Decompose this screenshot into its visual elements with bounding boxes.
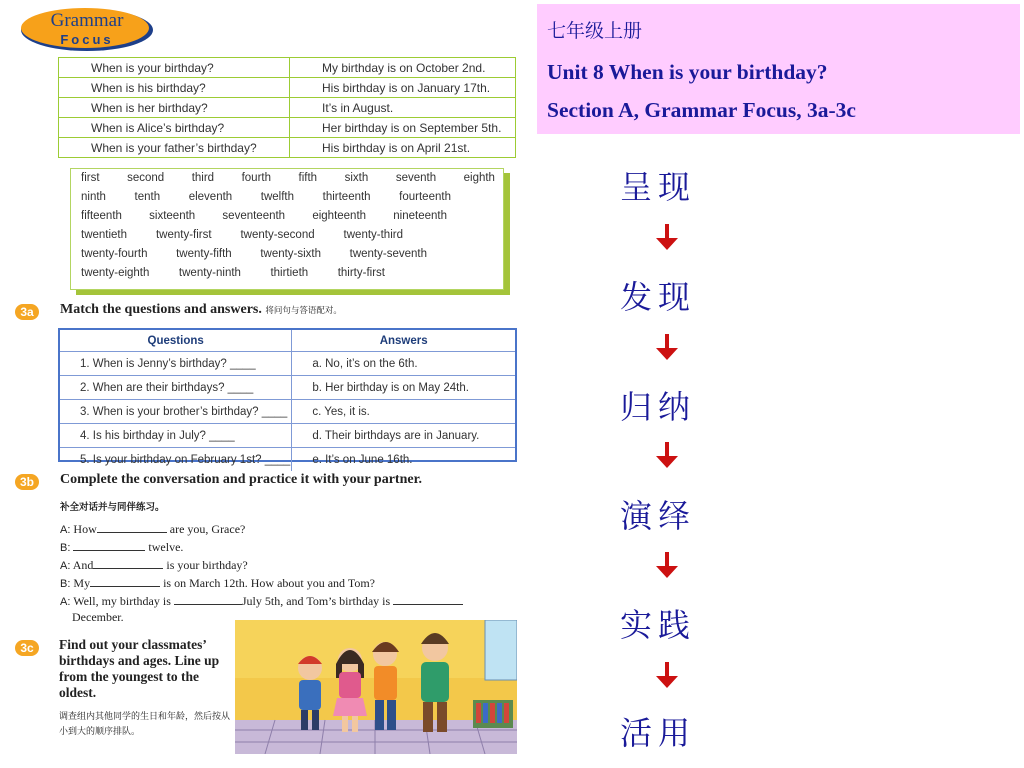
table-row bbox=[60, 424, 515, 448]
match-answer: d. Their birthdays are in January. bbox=[292, 424, 515, 448]
answer-blank[interactable] bbox=[90, 575, 160, 587]
speaker-label: A: bbox=[60, 596, 71, 608]
ordinal-row bbox=[81, 229, 403, 247]
conversation-line bbox=[60, 557, 248, 573]
ordinal-word: second bbox=[127, 172, 165, 184]
step-present: 呈现 bbox=[620, 168, 697, 206]
grammar-table bbox=[58, 57, 516, 158]
badge-line1: Grammar bbox=[50, 10, 124, 31]
line-text: And bbox=[72, 558, 94, 572]
unit-title: Unit 8 When is your birthday? bbox=[547, 60, 828, 84]
conversation-line bbox=[60, 593, 463, 609]
ordinal-row bbox=[81, 210, 447, 228]
ordinal-word: eleventh bbox=[188, 191, 233, 203]
down-arrow-icon bbox=[652, 660, 682, 690]
step-apply: 活用 bbox=[620, 714, 697, 752]
conversation-line bbox=[60, 575, 375, 591]
ordinal-word: twenty-ninth bbox=[178, 267, 241, 279]
section-3a-title-en: Match the questions and answers. bbox=[60, 302, 262, 317]
conversation-line bbox=[60, 521, 245, 537]
match-answer: e. It’s on June 16th. bbox=[292, 448, 515, 472]
answers-header: Answers bbox=[292, 330, 515, 352]
grammar-answer: Her birthday is on September 5th. bbox=[290, 118, 516, 138]
section-badge-3b: 3b bbox=[15, 474, 39, 490]
table-row bbox=[60, 448, 515, 472]
ordinal-word: fourteenth bbox=[399, 191, 451, 203]
match-answer: c. Yes, it is. bbox=[292, 400, 515, 424]
classroom-illustration bbox=[235, 620, 517, 754]
answer-blank[interactable] bbox=[97, 521, 167, 533]
step-practice: 实践 bbox=[620, 606, 697, 644]
down-arrow-icon bbox=[652, 440, 682, 470]
ordinal-word: ninth bbox=[81, 191, 106, 203]
step-summarize: 归纳 bbox=[620, 388, 697, 426]
ordinal-word: twenty-third bbox=[343, 229, 403, 241]
ordinal-word: twenty-fourth bbox=[81, 248, 148, 260]
step-discover: 发现 bbox=[620, 278, 697, 316]
section-3b-title-cn: 补全对话并与同伴练习。 bbox=[60, 502, 165, 513]
table-row bbox=[59, 138, 516, 158]
grammar-question: When is Alice’s birthday? bbox=[59, 118, 290, 138]
match-table bbox=[58, 328, 517, 466]
ordinal-word: tenth bbox=[134, 191, 161, 203]
grammar-answer: His birthday is on January 17th. bbox=[290, 78, 516, 98]
match-question: 2. When are their birthdays? ____ bbox=[60, 376, 292, 400]
ordinal-word: first bbox=[81, 172, 100, 184]
match-answer: a. No, it’s on the 6th. bbox=[292, 352, 515, 376]
ordinal-row bbox=[81, 248, 427, 266]
ordinal-word: twenty-sixth bbox=[260, 248, 322, 260]
match-question: 5. Is your birthday on February 1st? ____ bbox=[60, 448, 292, 472]
table-row bbox=[60, 352, 515, 376]
ordinal-word: sixteenth bbox=[149, 210, 196, 222]
ordinal-word: fifth bbox=[298, 172, 318, 184]
section-3c-title: Find out your classmates’ birthdays and ages. Line up from the youngest to the oldest. bbox=[59, 637, 220, 700]
down-arrow-icon bbox=[652, 222, 682, 252]
grade-title: 七年级上册 bbox=[547, 20, 643, 42]
line-text: twelve. bbox=[148, 540, 184, 554]
speaker-label: B: bbox=[60, 578, 71, 590]
grammar-question: When is your birthday? bbox=[59, 58, 290, 78]
line-text: are you, Grace? bbox=[169, 522, 246, 536]
section-3a-title-cn: 将问句与答语配对。 bbox=[265, 306, 342, 316]
ordinal-word: fifteenth bbox=[81, 210, 122, 222]
table-header-row bbox=[60, 330, 515, 352]
table-row bbox=[59, 78, 516, 98]
line-text: July 5th, and Tom’s birthday is bbox=[241, 594, 391, 608]
conversation-last-line: December. bbox=[72, 610, 124, 624]
ordinal-word: twenty-second bbox=[240, 229, 315, 241]
ordinal-word: fourth bbox=[241, 172, 272, 184]
ordinal-word: third bbox=[191, 172, 215, 184]
match-question: 3. When is your brother’s birthday? ____ bbox=[60, 400, 292, 424]
ordinal-word: eighteenth bbox=[312, 210, 367, 222]
ordinal-row bbox=[81, 172, 495, 190]
answer-blank[interactable] bbox=[393, 593, 463, 605]
answer-blank[interactable] bbox=[174, 593, 242, 605]
answer-blank[interactable] bbox=[73, 539, 145, 551]
section-title: Section A, Grammar Focus, 3a-3c bbox=[547, 98, 856, 122]
ordinal-word: thirteenth bbox=[322, 191, 371, 203]
table-row bbox=[59, 98, 516, 118]
line-text: Well, my birthday is bbox=[73, 594, 171, 608]
section-badge-3a: 3a bbox=[15, 304, 39, 320]
grammar-answer: My birthday is on October 2nd. bbox=[290, 58, 516, 78]
down-arrow-icon bbox=[652, 332, 682, 362]
down-arrow-icon bbox=[652, 550, 682, 580]
table-row bbox=[59, 58, 516, 78]
match-question: 1. When is Jenny’s birthday? ____ bbox=[60, 352, 292, 376]
ordinal-word: twenty-seventh bbox=[349, 248, 427, 260]
match-question: 4. Is his birthday in July? ____ bbox=[60, 424, 292, 448]
ordinal-word: twentieth bbox=[81, 229, 128, 241]
ordinal-word: twenty-fifth bbox=[176, 248, 232, 260]
grammar-focus-badge bbox=[18, 4, 156, 52]
ordinal-row bbox=[81, 191, 451, 209]
grammar-question: When is your father’s birthday? bbox=[59, 138, 290, 158]
ordinal-word: twenty-eighth bbox=[81, 267, 150, 279]
speaker-label: A: bbox=[60, 560, 71, 572]
table-row bbox=[60, 376, 515, 400]
ordinal-word: seventh bbox=[395, 172, 437, 184]
section-3b-title: Complete the conversation and practice it with your partner. bbox=[60, 472, 423, 487]
grammar-question: When is her birthday? bbox=[59, 98, 290, 118]
line-text: is on March 12th. How about you and Tom? bbox=[163, 576, 375, 590]
ordinal-word: thirty-first bbox=[337, 267, 385, 279]
section-3c-title-cn: 调查组内其他同学的生日和年龄，然后按从小到大的顺序排队。 bbox=[59, 712, 231, 737]
line-text: How bbox=[73, 522, 97, 536]
section-3a-title bbox=[60, 302, 342, 318]
section-badge-3c: 3c bbox=[15, 640, 39, 656]
line-text: My bbox=[73, 576, 91, 590]
badge-line2: Focus bbox=[60, 32, 114, 47]
speaker-label: B: bbox=[60, 542, 71, 554]
ordinal-word: sixth bbox=[344, 172, 369, 184]
ordinal-word: thirtieth bbox=[270, 267, 309, 279]
grammar-question: When is his birthday? bbox=[59, 78, 290, 98]
table-row bbox=[60, 400, 515, 424]
ordinal-word: twenty-first bbox=[155, 229, 212, 241]
grammar-answer: His birthday is on April 21st. bbox=[290, 138, 516, 158]
answer-blank[interactable] bbox=[93, 557, 163, 569]
questions-header: Questions bbox=[60, 330, 292, 352]
ordinal-row bbox=[81, 267, 385, 285]
ordinal-word: nineteenth bbox=[393, 210, 447, 222]
match-answer: b. Her birthday is on May 24th. bbox=[292, 376, 515, 400]
line-text: is your birthday? bbox=[166, 558, 248, 572]
grammar-answer: It’s in August. bbox=[290, 98, 516, 118]
ordinal-word: twelfth bbox=[260, 191, 295, 203]
title-box bbox=[537, 4, 1020, 134]
ordinal-numbers-box bbox=[70, 168, 504, 290]
table-row bbox=[59, 118, 516, 138]
step-deduce: 演绎 bbox=[620, 497, 697, 535]
ordinal-word: eighth bbox=[463, 172, 495, 184]
conversation-line bbox=[60, 539, 183, 555]
speaker-label: A: bbox=[60, 524, 71, 536]
ordinal-word: seventeenth bbox=[222, 210, 286, 222]
